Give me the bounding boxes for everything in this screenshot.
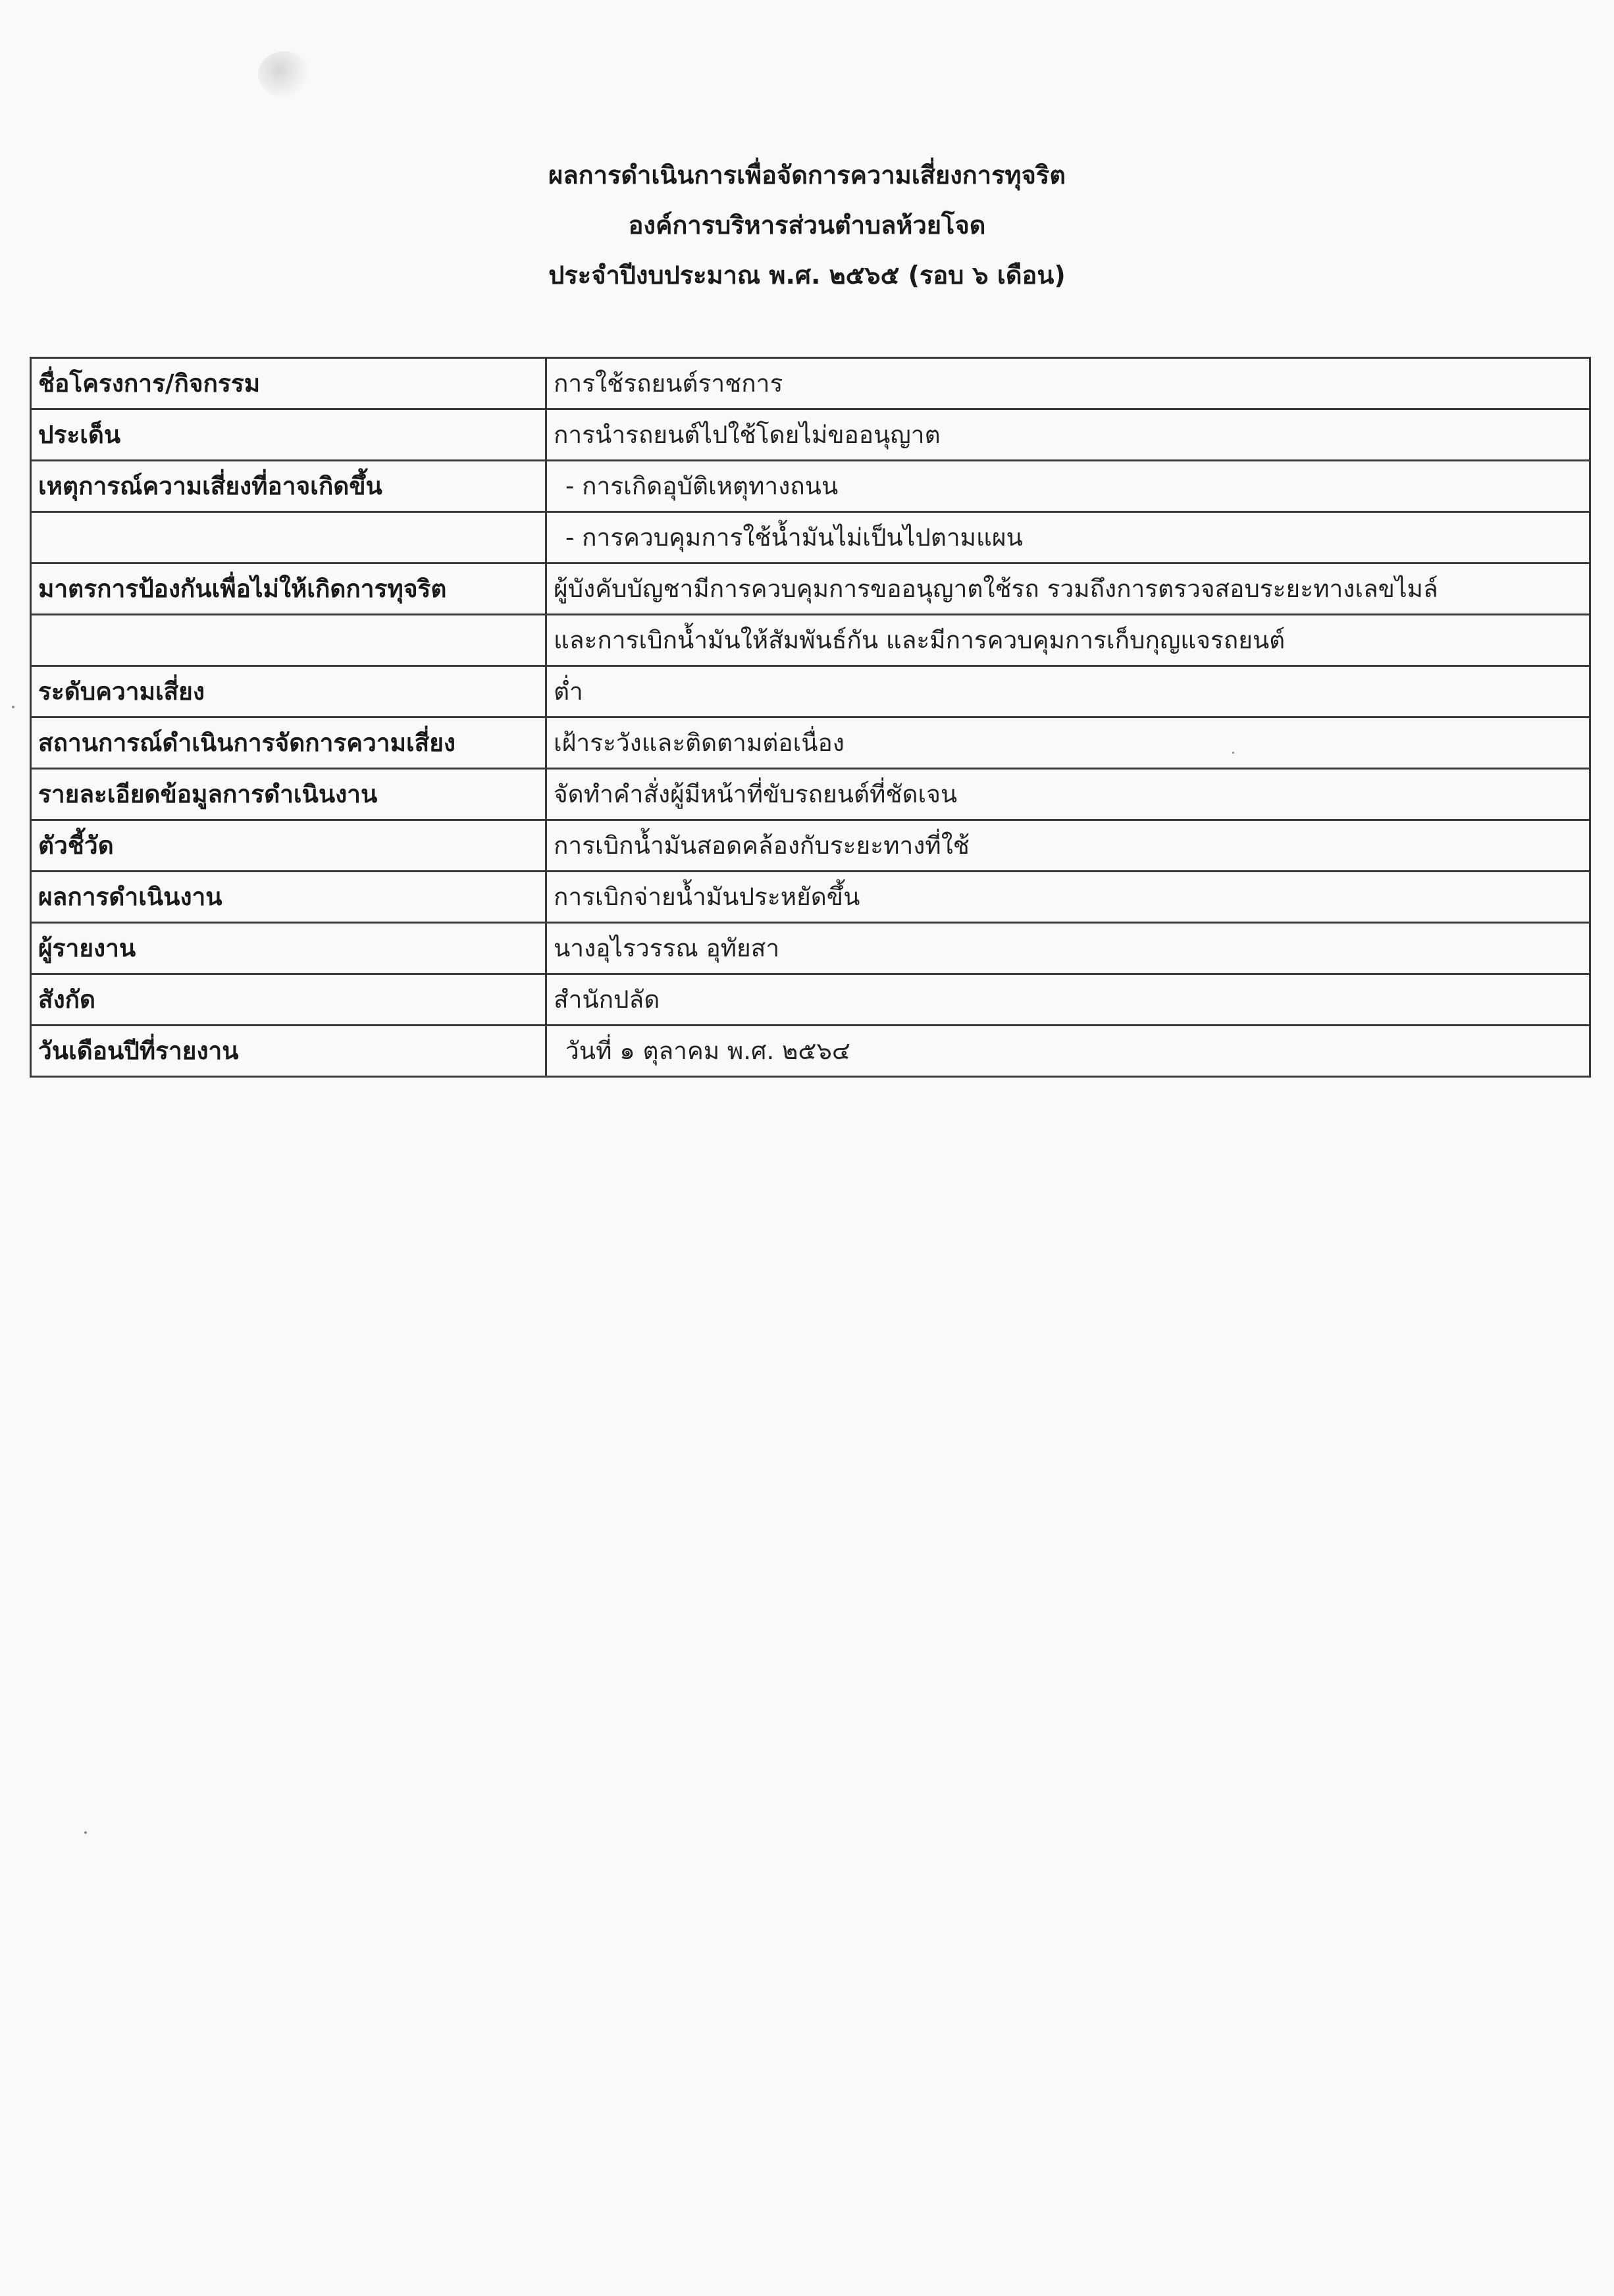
table-row-department [31, 974, 1590, 1026]
scan-smudge-mark [258, 51, 311, 97]
table-row-risk-event-continued [31, 512, 1590, 563]
row-value: เฝ้าระวังและติดตามต่อเนื่อง [546, 718, 1590, 769]
row-value: - การเกิดอุบัติเหตุทางถนน [546, 461, 1590, 512]
row-label: สถานการณ์ดำเนินการจัดการความเสี่ยง [31, 718, 546, 769]
row-value: การเบิกน้ำมันสอดคล้องกับระยะทางที่ใช้ [546, 820, 1590, 872]
row-label: รายละเอียดข้อมูลการดำเนินงาน [31, 769, 546, 820]
table-row-indicator [31, 820, 1590, 872]
row-value: จัดทำคำสั่งผู้มีหน้าที่ขับรถยนต์ที่ชัดเจน [546, 769, 1590, 820]
table-row-issue [31, 409, 1590, 461]
table-row-operation-details [31, 769, 1590, 820]
organization-name: องค์การบริหารส่วนตำบลห้วยโจด [628, 211, 986, 240]
table-row-result [31, 872, 1590, 923]
row-label: สังกัด [31, 974, 546, 1026]
table-row-report-date [31, 1026, 1590, 1077]
row-label: ผลการดำเนินงาน [31, 872, 546, 923]
table-row-prevention-measure [31, 563, 1590, 615]
document-header [0, 150, 1614, 300]
scan-dust-dot [84, 1831, 87, 1834]
row-value: และการเบิกน้ำมันให้สัมพันธ์กัน และมีการควบคุมการเก็บกุญแจรถยนต์ [546, 615, 1590, 666]
row-label: ผู้รายงาน [31, 923, 546, 974]
fiscal-period: ประจำปีงบประมาณ พ.ศ. ๒๕๖๕ (รอบ ๖ เดือน) [548, 261, 1066, 290]
row-value: สำนักปลัด [546, 974, 1590, 1026]
table-row-project [31, 358, 1590, 409]
row-label: ระดับความเสี่ยง [31, 666, 546, 718]
row-label: ตัวชี้วัด [31, 820, 546, 872]
row-value: นางอุไรวรรณ อุทัยสา [546, 923, 1590, 974]
row-value: ต่ำ [546, 666, 1590, 718]
table-row-risk-event [31, 461, 1590, 512]
row-value: การเบิกจ่ายน้ำมันประหยัดขึ้น [546, 872, 1590, 923]
risk-report-table [30, 357, 1591, 1078]
row-label: ประเด็น [31, 409, 546, 461]
row-value: ผู้บังคับบัญชามีการควบคุมการขออนุญาตใช้รถ รวมถึงการตรวจสอบระยะทางเลขไมล์ [546, 563, 1590, 615]
scan-dust-dot [12, 706, 14, 708]
row-label: ชื่อโครงการ/กิจกรรม [31, 358, 546, 409]
row-label [31, 615, 546, 666]
row-label [31, 512, 546, 563]
row-value: การใช้รถยนต์ราชการ [546, 358, 1590, 409]
table-row-prevention-measure-continued [31, 615, 1590, 666]
document-title: ผลการดำเนินการเพื่อจัดการความเสี่ยงการทุจริต [548, 161, 1066, 190]
row-value: - การควบคุมการใช้น้ำมันไม่เป็นไปตามแผน [546, 512, 1590, 563]
table-row-risk-level [31, 666, 1590, 718]
table-row-risk-status [31, 718, 1590, 769]
row-label: เหตุการณ์ความเสี่ยงที่อาจเกิดขึ้น [31, 461, 546, 512]
row-value: การนำรถยนต์ไปใช้โดยไม่ขออนุญาต [546, 409, 1590, 461]
table-row-reporter [31, 923, 1590, 974]
row-label: วันเดือนปีที่รายงาน [31, 1026, 546, 1077]
row-label: มาตรการป้องกันเพื่อไม่ให้เกิดการทุจริต [31, 563, 546, 615]
row-value: วันที่ ๑ ตุลาคม พ.ศ. ๒๕๖๔ [546, 1026, 1590, 1077]
